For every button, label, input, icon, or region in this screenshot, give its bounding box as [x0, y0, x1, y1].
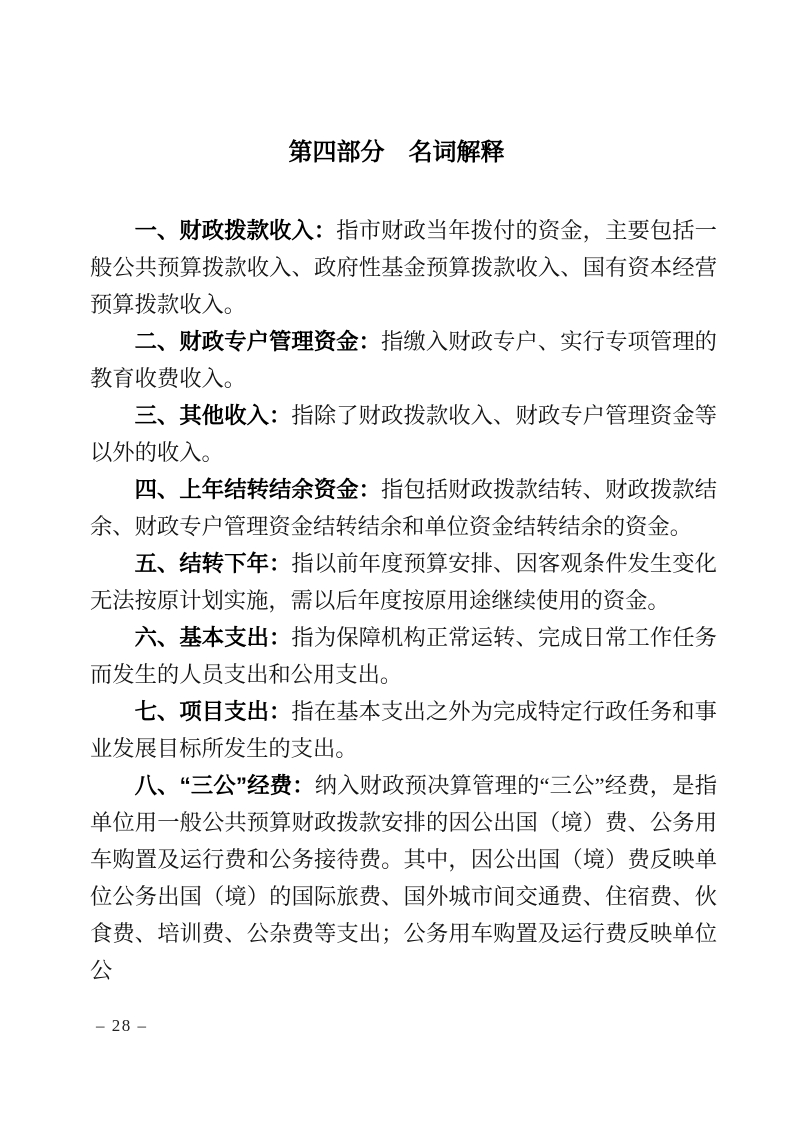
page-number: – 28 –: [96, 1016, 148, 1035]
term-label: 二、财政专户管理资金：: [134, 329, 382, 354]
definition-paragraph: [90, 767, 717, 989]
term-definition: 指以前年度预算安排、因客观条件发生变化无法按原计划实施，需以后年度按原用途继续使用的资金。: [90, 551, 717, 613]
term-definition: 指在基本支出之外为完成特定行政任务和事业发展目标所发生的支出。: [90, 699, 717, 761]
definition-paragraph: [90, 212, 717, 323]
term-label: 四、上年结转结余资金：: [134, 477, 382, 502]
term-label: 八、“三公”经费：: [134, 773, 315, 798]
definition-paragraph: [90, 323, 717, 397]
term-definition: 指缴入财政专户、实行专项管理的教育收费收入。: [90, 329, 717, 391]
term-definition: 纳入财政预决算管理的“三公”经费，是指单位用一般公共预算财政拨款安排的因公出国（境）费、公务用车购置及运行费和公务接待费。其中，因公出国（境）费反映单位公务出国（境）的国际旅费、国外城市间交通费、住宿费、伙食费、培训费、公杂费等支出；公务用车购置及运行费反映单位公: [90, 773, 717, 983]
term-definition: 指除了财政拨款收入、财政专户管理资金等以外的收入。: [90, 403, 717, 465]
definition-paragraph: [90, 397, 717, 471]
section-title: 第四部分 名词解释: [288, 139, 505, 166]
term-definition: 指为保障机构正常运转、完成日常工作任务而发生的人员支出和公用支出。: [90, 625, 717, 687]
term-label: 一、财政拨款收入：: [134, 218, 337, 243]
definition-paragraph: [90, 619, 717, 693]
term-definition: 指包括财政拨款结转、财政拨款结余、财政专户管理资金结转结余和单位资金结转结余的资金。: [90, 477, 717, 539]
term-definition: 指市财政当年拨付的资金，主要包括一般公共预算拨款收入、政府性基金预算拨款收入、国有资本经营预算拨款收入。: [90, 218, 717, 317]
definition-paragraph: [90, 471, 717, 545]
term-label: 六、基本支出：: [134, 625, 292, 650]
term-label: 三、其他收入：: [134, 403, 292, 428]
glossary-body: [90, 212, 717, 989]
term-label: 七、项目支出：: [134, 699, 292, 724]
term-label: 五、结转下年：: [134, 551, 292, 576]
definition-paragraph: [90, 693, 717, 767]
definition-paragraph: [90, 545, 717, 619]
